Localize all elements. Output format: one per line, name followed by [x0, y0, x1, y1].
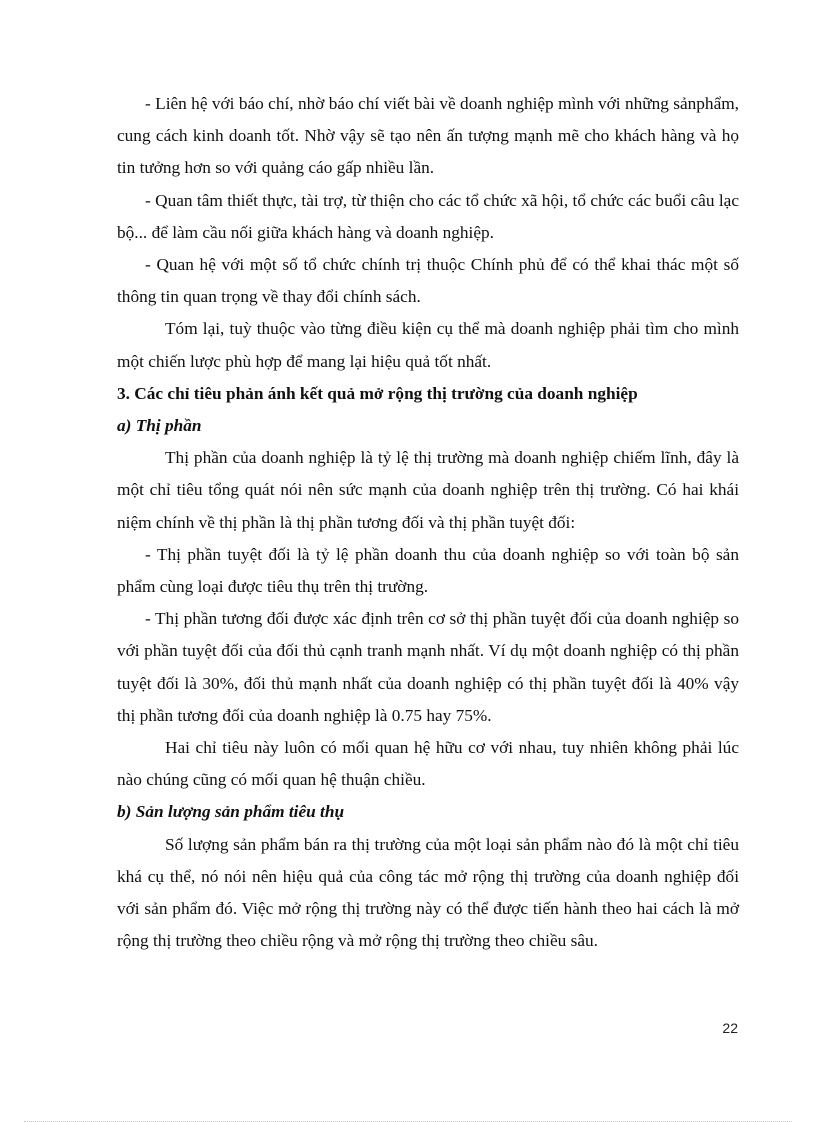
- document-body: [117, 88, 739, 957]
- paragraph-sponsorship: - Quan tâm thiết thực, tài trợ, từ thiện cho các tổ chức xã hội, tổ chức các buổi câu lạc bộ... để làm cầu nối giữa khách hàng và doanh nghiệp.: [117, 190, 739, 242]
- subsection-heading-sales-volume: b) Sản lượng sản phẩm tiêu thụ: [117, 802, 345, 822]
- paragraph-government-relations: - Quan hệ với một số tổ chức chính trị thuộc Chính phủ để có thể khai thác một số thông tin quan trọng về thay đổi chính sách.: [117, 255, 739, 307]
- section-heading: 3. Các chỉ tiêu phản ánh kết quả mở rộng thị trường của doanh nghiệp: [117, 383, 638, 403]
- subsection-heading-market-share: a) Thị phần: [117, 416, 202, 436]
- footer-divider: [24, 1121, 792, 1122]
- paragraph-market-share-definition: Thị phần của doanh nghiệp là tỷ lệ thị trường mà doanh nghiệp chiếm lĩnh, đây là một chỉ tiêu tổng quát nói nên sức mạnh của doanh nghiệp trên thị trường. Có hai khái niệm chính về thị phần là thị phần tương đối và thị phần tuyệt đối:: [117, 448, 739, 532]
- paragraph-indicator-relationship: Hai chỉ tiêu này luôn có mối quan hệ hữu cơ với nhau, tuy nhiên không phải lúc nào chúng cũng có mối quan hệ thuận chiều.: [117, 738, 739, 790]
- page-number: 22: [722, 1020, 738, 1036]
- paragraph-summary: Tóm lại, tuỳ thuộc vào từng điều kiện cụ thể mà doanh nghiệp phải tìm cho mình một chiến lược phù hợp để mang lại hiệu quả tốt nhất.: [117, 319, 739, 371]
- paragraph-press-relations: - Liên hệ với báo chí, nhờ báo chí viết bài về doanh nghiệp mình với những sảnphẩm, cung cách kinh doanh tốt. Nhờ vậy sẽ tạo nên ấn tượng mạnh mẽ cho khách hàng và họ tin tưởng hơn so với quảng cáo gấp nhiều lần.: [117, 94, 739, 178]
- paragraph-sales-volume: Số lượng sản phẩm bán ra thị trường của một loại sản phẩm nào đó là một chỉ tiêu khá cụ thể, nó nói nên hiệu quả của công tác mở rộng thị trường của doanh nghiệp đối với sản phẩm đó. Việc mở rộng thị trường này có thể được tiến hành theo hai cách là mở rộng thị trường theo chiều rộng và mở rộng thị trường theo chiều sâu.: [117, 834, 739, 951]
- paragraph-absolute-share: - Thị phần tuyệt đối là tỷ lệ phần doanh thu của doanh nghiệp so với toàn bộ sản phẩm cùng loại được tiêu thụ trên thị trường.: [117, 544, 739, 597]
- paragraph-relative-share: - Thị phần tương đối được xác định trên cơ sở thị phần tuyệt đối của doanh nghiệp so với phần tuyệt đối của đối thủ cạnh tranh mạnh nhất. Ví dụ một doanh nghiệp có thị phần tuyệt đối là 30%, đối thủ mạnh nhất của doanh nghiệp có thị phần tuyệt đối là 40% vậy thị phần tương đối của doanh nghiệp là 0.75 hay 75%.: [117, 609, 739, 725]
